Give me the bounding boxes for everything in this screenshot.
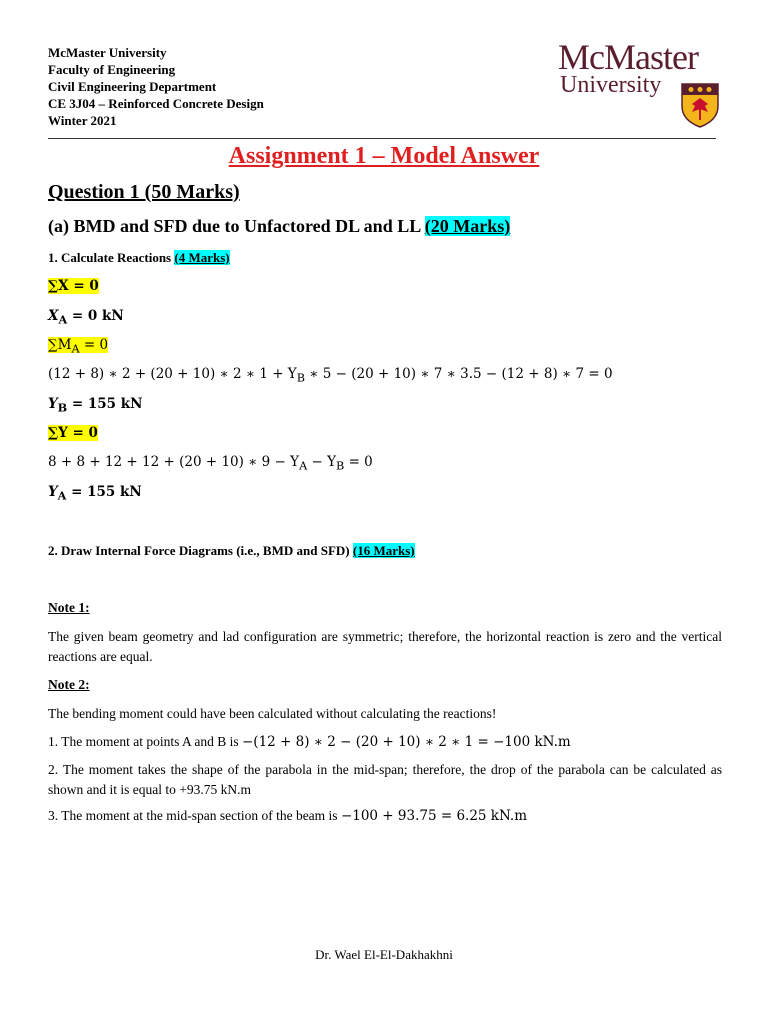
question-heading: Question 1 (50 Marks) xyxy=(48,181,240,203)
equation-ya: $Y_A = 155$ kN xyxy=(48,484,142,503)
step-2-marks: (16 Marks) xyxy=(352,543,415,558)
equation-sum-y: ∑Y = 0 xyxy=(48,425,98,441)
header-faculty: Faculty of Engineering xyxy=(48,62,176,77)
equation-xa: $X_A = 0$ kN xyxy=(48,308,124,327)
part-a-heading: (a) BMD and SFD due to Unfactored DL and LL (20 Marks) xyxy=(48,216,511,236)
header-university: McMaster University xyxy=(48,45,167,60)
header-department: Civil Engineering Department xyxy=(48,79,217,94)
equation-vertical: 8 + 8 + 12 + 12 + (20 + 10) ∗ $9 - Y_A - Y_B = 0$ xyxy=(48,454,373,473)
equation-sum-ma: $\sum M_A = 0$ xyxy=(48,337,109,356)
note-2-intro: The bending moment could have been calculated without calculating the reactions! xyxy=(48,706,497,721)
part-a-marks: (20 Marks) xyxy=(424,216,511,236)
header-term: Winter 2021 xyxy=(48,113,117,128)
note-2-item-3: 3. The moment at the mid-span section of the beam is −100 + 93.75 = 6.25 kN.m xyxy=(48,808,528,824)
step-1-marks: (4 Marks) xyxy=(174,250,230,265)
page-title: Assignment 1 – Model Answer xyxy=(228,143,540,169)
step-2-heading: 2. Draw Internal Force Diagrams (i.e., BMD and SFD) (16 Marks) xyxy=(48,543,415,558)
note-1-heading: Note 1: xyxy=(48,600,90,615)
logo-text-mcmaster: McMaster xyxy=(558,37,698,77)
header-divider xyxy=(48,138,716,139)
note-2-item-1: 1. The moment at points A and B is −(12 + 8) ∗ 2 − (20 + 10) ∗ 2 ∗ 1 = −100 kN.m xyxy=(48,734,571,750)
logo-text-university: University xyxy=(560,72,662,98)
equation-moment: (12 + 8) ∗ 2 + (20 + 10) ∗ 2 ∗ $1 + Y_B$ ∗ 5 − (20 + 10) ∗ 7 ∗ 3.5 − (12 + 8) ∗ 7 = 0 xyxy=(48,366,613,385)
note-2-item-2: 2. The moment takes the shape of the parabola in the mid-span; therefore, the drop of the parabola can be calculated as shown and it is equal to +93.75 kN.m xyxy=(48,762,722,797)
header-course: CE 3J04 – Reinforced Concrete Design xyxy=(48,96,264,111)
step-1-heading: 1. Calculate Reactions (4 Marks) xyxy=(48,250,230,265)
note-2-heading: Note 2: xyxy=(48,677,90,692)
equation-sum-x: ∑X = 0 xyxy=(48,278,99,294)
note-1-text: The given beam geometry and lad configuration are symmetric; therefore, the horizontal reaction is zero and the vertical reactions are equal. xyxy=(48,629,722,664)
crest-icon xyxy=(680,82,720,128)
footer-author: Dr. Wael El-El-Dakhakhni xyxy=(315,947,453,962)
equation-yb: $Y_B = 155$ kN xyxy=(48,396,143,415)
